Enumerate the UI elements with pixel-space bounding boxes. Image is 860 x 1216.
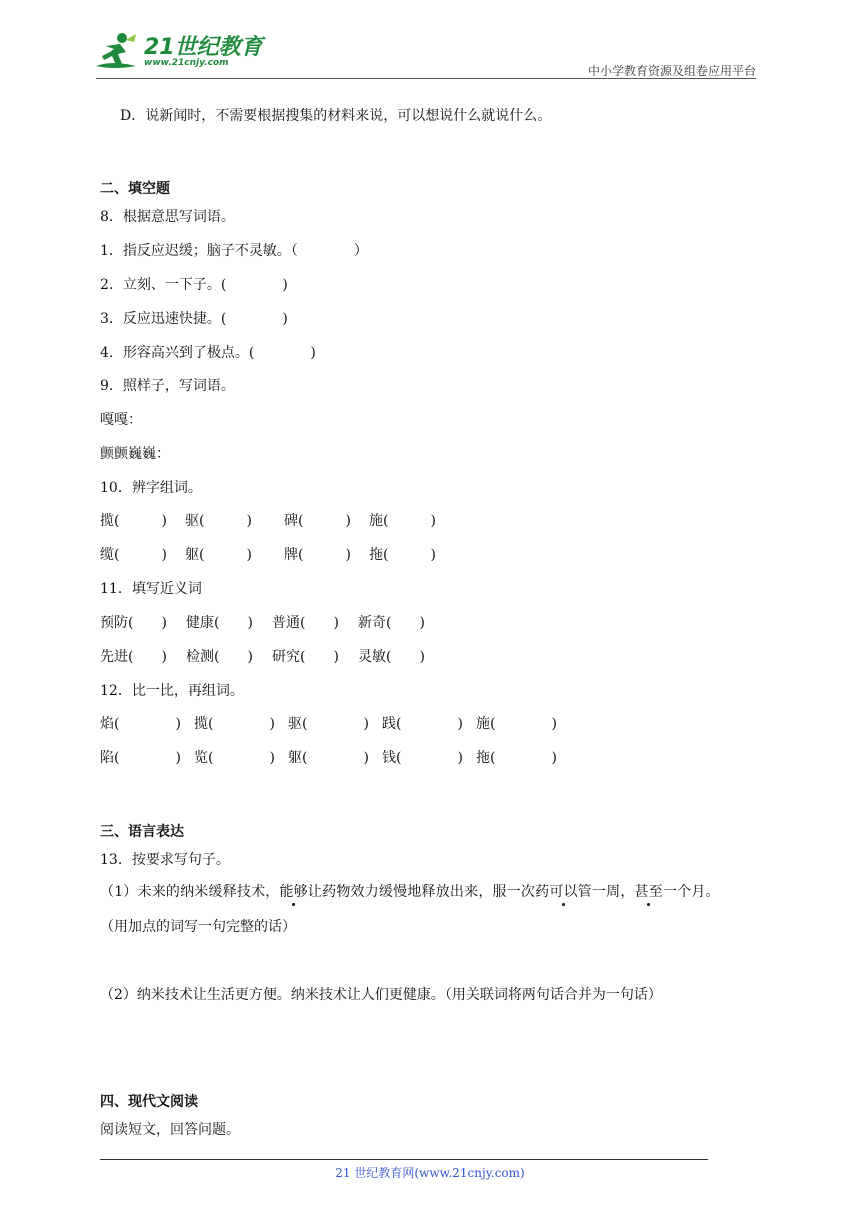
word-cell: 研究( ) [272, 649, 339, 665]
dotted-word: 甚至 [634, 884, 663, 900]
word-cell: 施( ) [476, 716, 557, 732]
section-language-expression: 三、语言表达 [100, 824, 184, 840]
sentence-part: （1）未来的纳米缓释技术， [100, 884, 280, 900]
question-10: 10．辨字组词。 [100, 480, 202, 496]
word-cell: 灵敏( ) [358, 649, 425, 665]
platform-name: 中小学教育资源及组卷应用平台 [587, 64, 756, 78]
word-cell: 施( ) [369, 513, 436, 529]
word-cell: 新奇( ) [358, 615, 425, 631]
word-cell: 驱( ) [288, 716, 369, 732]
site-logo[interactable] [92, 30, 272, 78]
word-cell: 钱( ) [382, 750, 463, 766]
question-8-1: 1．指反应迟缓；脑子不灵敏。（ ） [100, 243, 368, 259]
word-cell: 碑( ) [284, 513, 351, 529]
word-cell: 躯( ) [288, 750, 369, 766]
runner-icon [92, 30, 142, 74]
word-cell: 先进( ) [100, 649, 167, 665]
sentence-part: 管一周， [577, 884, 635, 900]
footer-divider [100, 1159, 708, 1160]
word-cell: 拖( ) [369, 547, 436, 563]
logo-text: 21世纪教育 [144, 35, 263, 60]
question-9: 9．照样子，写词语。 [100, 378, 235, 394]
word-cell: 陷( ) [100, 750, 181, 766]
dotted-word: 能够 [279, 884, 308, 900]
question-13: 13．按要求写句子。 [100, 852, 230, 868]
question-13-1-note: （用加点的词写一句完整的话） [100, 919, 296, 935]
footer-link[interactable]: 21 世纪教育网(www.21cnjy.com) [335, 1166, 525, 1180]
question-13-2: （2）纳米技术让生活更方便。纳米技术让人们更健康。（用关联词将两句话合并为一句话） [100, 987, 662, 1003]
word-cell: 躯( ) [185, 547, 252, 563]
dotted-word: 可以 [549, 884, 578, 900]
example-gaga: 嘎嘎： [100, 412, 142, 428]
page-header [0, 0, 860, 82]
logo-url: www.21cnjy.com [144, 58, 229, 68]
word-cell: 践( ) [382, 716, 463, 732]
word-cell: 缆( ) [100, 547, 167, 563]
word-cell: 览( ) [194, 750, 275, 766]
word-cell: 预防( ) [100, 615, 167, 631]
section-modern-reading: 四、现代文阅读 [100, 1094, 198, 1110]
reading-instruction: 阅读短文，回答问题。 [100, 1122, 240, 1138]
word-cell: 揽( ) [194, 716, 275, 732]
sentence-part: 让药物效力缓慢地释放出来，服一次药 [307, 884, 550, 900]
header-divider [96, 78, 756, 79]
example-chanchanweiwei: 颤颤巍巍： [100, 446, 170, 462]
word-cell: 驱( ) [185, 513, 252, 529]
question-8-3: 3．反应迅速快捷。( ) [100, 311, 288, 327]
question-8-2: 2．立刻、一下子。( ) [100, 277, 288, 293]
question-12: 12．比一比，再组词。 [100, 683, 244, 699]
word-cell: 健康( ) [186, 615, 253, 631]
word-cell: 揽( ) [100, 513, 167, 529]
word-cell: 焰( ) [100, 716, 181, 732]
word-cell: 拖( ) [476, 750, 557, 766]
word-cell: 检测( ) [186, 649, 253, 665]
question-13-1 [100, 883, 720, 901]
question-8: 8．根据意思写词语。 [100, 209, 235, 225]
question-8-4: 4．形容高兴到了极点。( ) [100, 345, 316, 361]
option-d: D．说新闻时，不需要根据搜集的材料来说，可以想说什么就说什么。 [120, 108, 552, 124]
word-cell: 牌( ) [284, 547, 351, 563]
word-cell: 普通( ) [272, 615, 339, 631]
section-fill-blank: 二、填空题 [100, 181, 170, 197]
question-11: 11．填写近义词 [100, 581, 202, 597]
sentence-part: 一个月。 [662, 884, 720, 900]
